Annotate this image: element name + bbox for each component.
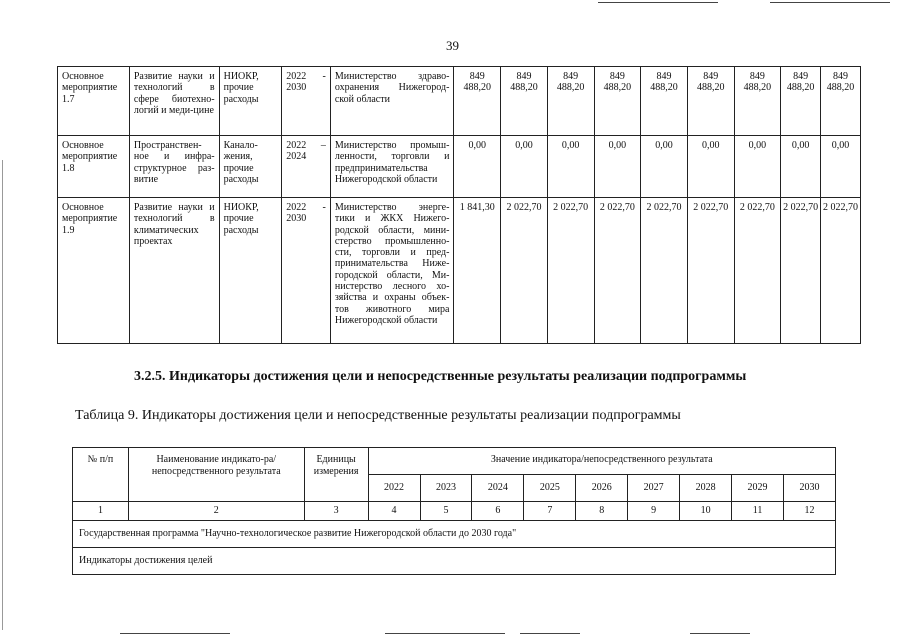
activity-description: Развитие науки и технологий в климатических проектах [129, 198, 219, 344]
responsible-executor: Министерство промыш-ленности, торговли и предпринимательства Нижегородской области [330, 136, 454, 198]
section-heading: 3.2.5. Индикаторы достижения цели и непосредственные результаты реализации подпрограммы [134, 369, 747, 384]
column-index: 8 [576, 502, 628, 521]
funding-value: 0,00 [781, 136, 821, 198]
funding-value: 849 488,20 [641, 67, 688, 136]
funding-value: 2 022,70 [594, 198, 641, 344]
year-header: 2023 [420, 475, 472, 502]
header-values: Значение индикатора/непосредственного результата [368, 448, 835, 475]
funding-value: 0,00 [547, 136, 594, 198]
funding-value: 1 841,30 [454, 198, 501, 344]
funding-value: 849 488,20 [781, 67, 821, 136]
responsible-executor: Министерство здраво-охранения Нижегород-ской области [330, 67, 454, 136]
indicators-row: Индикаторы достижения целей [73, 548, 836, 575]
funding-value: 849 488,20 [501, 67, 548, 136]
year-header: 2022 [368, 475, 420, 502]
funding-value: 2 022,70 [501, 198, 548, 344]
activity-name: Основное мероприятие 1.8 [58, 136, 130, 198]
column-index: 6 [472, 502, 524, 521]
funding-value: 2 022,70 [734, 198, 781, 344]
funding-value: 0,00 [454, 136, 501, 198]
funding-value: 849 488,20 [821, 67, 861, 136]
program-row: Государственная программа "Научно-технологическое развитие Нижегородской области до 2030 года" [73, 521, 836, 548]
funding-value: 849 488,20 [687, 67, 734, 136]
column-index: 9 [628, 502, 680, 521]
column-index: 10 [680, 502, 732, 521]
expense-type: НИОКР, прочие расходы [219, 198, 282, 344]
funding-value: 0,00 [734, 136, 781, 198]
header-units: Единицы измерения [304, 448, 368, 502]
header-name: Наименование индикато-ра/непосредственного результата [128, 448, 304, 502]
funding-value: 849 488,20 [734, 67, 781, 136]
year-header: 2024 [472, 475, 524, 502]
activity-row [58, 198, 861, 344]
activity-description: Пространствен-ное и инфра-структурное раз-витие [129, 136, 219, 198]
column-index: 1 [73, 502, 129, 521]
activities-table [57, 66, 861, 344]
activity-description: Развитие науки и технологий в сфере биотехно-логий и меди-цине [129, 67, 219, 136]
year-header: 2025 [524, 475, 576, 502]
expense-type: НИОКР, прочие расходы [219, 67, 282, 136]
column-index: 5 [420, 502, 472, 521]
activity-row [58, 67, 861, 136]
year-header: 2026 [576, 475, 628, 502]
funding-value: 2 022,70 [781, 198, 821, 344]
period: 2022 - 2030 [282, 198, 331, 344]
funding-value: 2 022,70 [641, 198, 688, 344]
activity-row [58, 136, 861, 198]
funding-value: 0,00 [594, 136, 641, 198]
responsible-executor: Министерство энерге-тики и ЖКХ Нижего-родской области, мини-стерство промышленно-сти, торговли и пред-принимательства Ниже-городской области, Ми-нистерство лесного хо-зяйства и охраны объек-тов животного мира Нижегородской области [330, 198, 454, 344]
funding-value: 0,00 [501, 136, 548, 198]
funding-value: 849 488,20 [547, 67, 594, 136]
column-index: 2 [128, 502, 304, 521]
funding-value: 2 022,70 [821, 198, 861, 344]
funding-value: 2 022,70 [687, 198, 734, 344]
funding-value: 0,00 [821, 136, 861, 198]
table-caption: Таблица 9. Индикаторы достижения цели и непосредственные результаты реализации подпрограммы [75, 408, 681, 423]
year-header: 2030 [783, 475, 835, 502]
column-index: 7 [524, 502, 576, 521]
funding-value: 849 488,20 [454, 67, 501, 136]
column-index: 4 [368, 502, 420, 521]
period: 2022 – 2024 [282, 136, 331, 198]
column-index: 3 [304, 502, 368, 521]
funding-value: 2 022,70 [547, 198, 594, 344]
expense-type: Канало-жения, прочие расходы [219, 136, 282, 198]
indicators-table [72, 447, 836, 575]
funding-value: 0,00 [687, 136, 734, 198]
funding-value: 849 488,20 [594, 67, 641, 136]
column-index: 11 [732, 502, 784, 521]
period: 2022 - 2030 [282, 67, 331, 136]
year-header: 2029 [732, 475, 784, 502]
activity-name: Основное мероприятие 1.7 [58, 67, 130, 136]
activity-name: Основное мероприятие 1.9 [58, 198, 130, 344]
column-index: 12 [783, 502, 835, 521]
year-header: 2027 [628, 475, 680, 502]
year-header: 2028 [680, 475, 732, 502]
header-number: № п/п [73, 448, 129, 502]
page-number: 39 [446, 38, 459, 53]
funding-value: 0,00 [641, 136, 688, 198]
